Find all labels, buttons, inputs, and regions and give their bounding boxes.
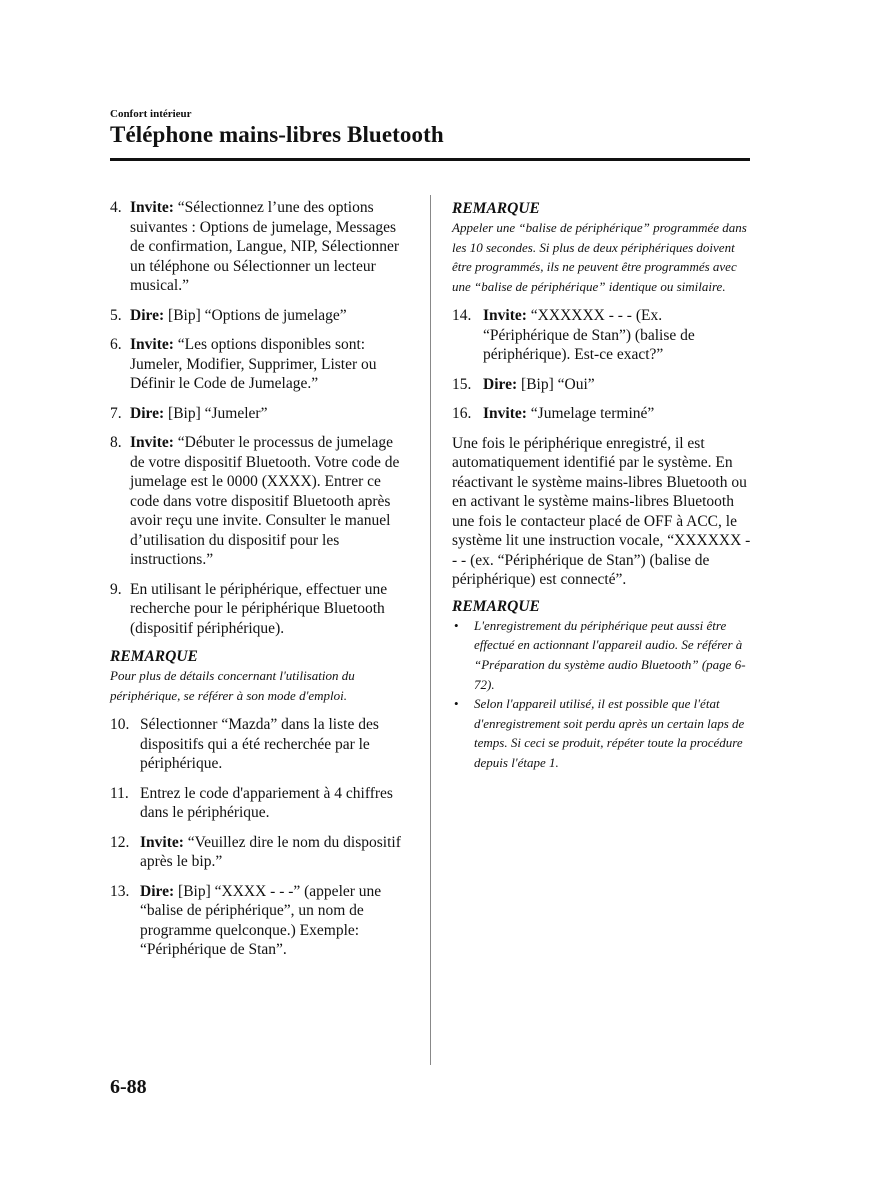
step-number: 14. [452,307,472,325]
step-number: 10. [110,716,130,734]
step-9 [110,580,410,639]
step-4 [110,198,410,296]
step-15 [452,375,752,395]
step-text: “Sélectionnez l’une des options suivantes : Options de jumelage, Messages de confirmation, Langue, NIP, Sélectionner un téléphone ou Sélectionner un lecteur musical.” [130,199,400,294]
page-title: Téléphone mains-libres Bluetooth [110,122,444,147]
step-keyword: Dire: [130,404,165,422]
step-body [130,335,410,394]
step-13 [110,882,410,960]
step-body [140,715,410,774]
note-bullet-item [452,616,752,694]
note-heading: REMARQUE [452,200,540,217]
step-text: “Jumelage terminé” [526,405,655,423]
bullet-icon: • [454,696,459,712]
step-number: 9. [110,580,122,598]
step-body [130,580,410,639]
step-body [130,198,410,296]
step-body [483,375,752,395]
step-8 [110,433,410,570]
note-bullet-text: Selon l'appareil utilisé, il est possible que l'état d'enregistrement soit perdu après un certain laps de temps. Si ceci se produit, répéter toute la procédure depuis l'étape 1. [474,696,745,771]
step-body [140,784,410,823]
step-number: 11. [110,784,129,802]
column-divider [430,195,431,1065]
step-number: 5. [110,306,122,324]
step-keyword: Invite: [130,434,174,451]
step-text: Entrez le code d'appariement à 4 chiffres dans le périphérique. [140,784,393,822]
step-text: [Bip] “Options de jumelage” [164,306,347,324]
step-14 [452,306,752,365]
step-keyword: Invite: [140,833,184,851]
step-text: Sélectionner “Mazda” dans la liste des dispositifs qui a été recherchée par le périphérique. [140,716,379,773]
step-text: “Débuter le processus de jumelage de votre dispositif Bluetooth. Votre code de jumelage est le 0000 (XXXX). Entrer ce code dans votre dispositif Bluetooth après avoir reçu une invite. Consulter le manuel d’utilisation du dispositif pour les instructions.” [130,434,400,568]
step-body [140,833,410,872]
step-text: En utilisant le périphérique, effectuer une recherche pour le périphérique Bluetooth (dispositif périphérique). [130,580,388,637]
step-5 [110,306,410,326]
page-number: 6-88 [110,1076,147,1098]
step-text: “Veuillez dire le nom du dispositif après le bip.” [140,833,401,871]
step-text: [Bip] “Oui” [517,375,595,393]
section-label: Confort intérieur [110,108,192,120]
step-keyword: Invite: [483,307,527,325]
step-number: 6. [110,336,122,353]
step-16 [452,404,752,424]
step-keyword: Invite: [130,199,174,216]
step-keyword: Dire: [140,882,175,900]
note-text: Appeler une “balise de périphérique” programmée dans les 10 secondes. Si plus de deux périphériques doivent être programmés, ils ne peuvent être programmés avec une “balise de périphérique” identique ou similaire. [452,220,747,294]
note-bullet-item [452,694,752,772]
note-heading: REMARQUE [452,597,540,615]
step-number: 13. [110,882,130,900]
step-body [483,404,752,424]
body-paragraph: Une fois le périphérique enregistré, il est automatiquement identifié par le système. En réactivant le système mains-libres Bluetooth ou en activant le système mains-libres Bluetooth une fois le contacteur placé de OFF à ACC, le système lit une instruction vocale, “XXXXXX - - - (ex. “Périphérique de Stan”) (balise de périphérique) est connecté”. [452,434,751,589]
step-text: [Bip] “XXXX - - -” (appeler une “balise de périphérique”, un nom de programme quelconque.) Exemple: “Périphérique de Stan”. [140,882,382,959]
step-number: 8. [110,434,122,451]
right-column [452,198,752,781]
step-11 [110,784,410,823]
step-keyword: Invite: [483,405,527,423]
title-rule [110,158,750,161]
step-body [130,404,410,424]
step-body [130,306,410,326]
step-number: 4. [110,199,122,216]
step-number: 16. [452,405,472,423]
step-text: [Bip] “Jumeler” [164,404,268,422]
step-text: “Les options disponibles sont: Jumeler, Modifier, Supprimer, Lister ou Définir le Code de Jumelage.” [130,336,377,392]
note-bullet-list [452,616,752,773]
bullet-icon: • [454,617,459,633]
step-number: 7. [110,404,122,422]
step-7 [110,404,410,424]
note-heading: REMARQUE [110,648,198,665]
step-keyword: Invite: [130,336,174,353]
step-10 [110,715,410,774]
step-keyword: Dire: [130,306,165,324]
step-number: 12. [110,833,130,851]
step-12 [110,833,410,872]
step-number: 15. [452,375,472,393]
step-text: “XXXXXX - - - (Ex. “Périphérique de Stan”) (balise de périphérique). Est-ce exact?” [483,307,695,364]
step-body [483,306,752,365]
step-body [140,882,410,960]
note-bullet-text: L'enregistrement du périphérique peut aussi être effectué en actionnant l'appareil audio. Se référer à “Préparation du système audio Bluetooth” (page 6-72). [474,617,746,692]
left-column [110,198,410,970]
note-text: Pour plus de détails concernant l'utilisation du périphérique, se référer à son mode d'emploi. [110,668,355,703]
step-6 [110,335,410,394]
step-body [130,433,410,570]
step-keyword: Dire: [483,375,518,393]
